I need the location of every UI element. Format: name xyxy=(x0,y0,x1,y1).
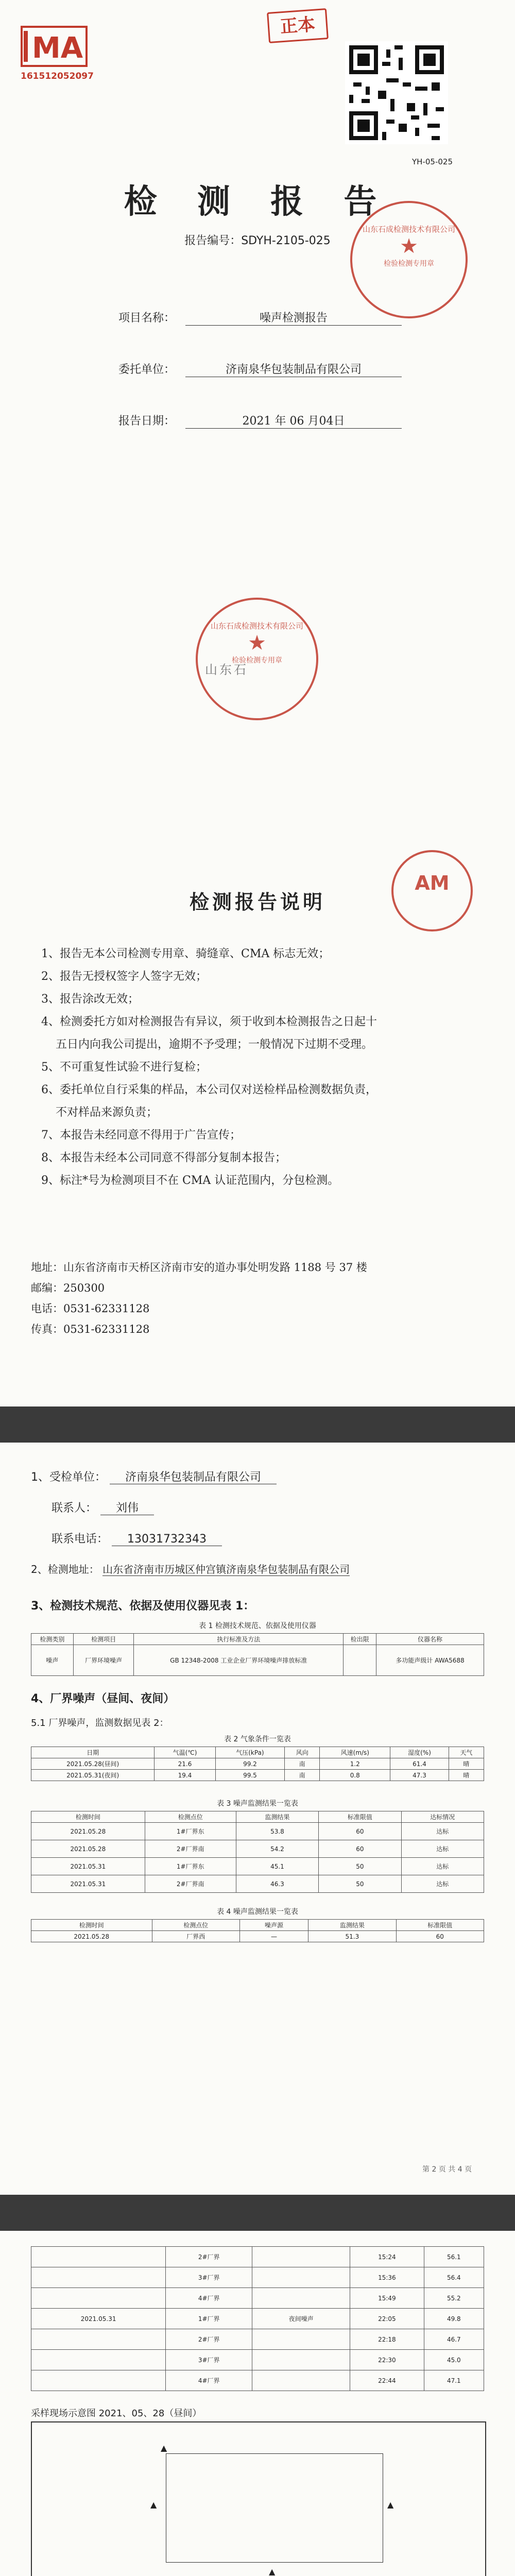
contact-fax: 传真：0531-62331128 xyxy=(31,1323,150,1335)
table-header: 检测时间 xyxy=(31,1811,145,1823)
table-cell: 46.3 xyxy=(236,1875,318,1893)
section4-title: 4、厂界噪声（昼间、夜间） xyxy=(31,1692,175,1705)
table4 xyxy=(31,1919,484,1942)
table-cell: 达标 xyxy=(401,1858,484,1875)
table-header: 执行标准及方法 xyxy=(134,1634,344,1645)
table1 xyxy=(31,1633,484,1676)
section5-title: 5.1 厂界噪声，监测数据见表 2： xyxy=(31,1718,169,1728)
table-cell xyxy=(344,1645,376,1676)
field-label: 委托单位： xyxy=(118,363,176,376)
table-header: 标准限值 xyxy=(396,1920,484,1931)
table-cell: 60 xyxy=(396,1931,484,1942)
table-header: 湿度(%) xyxy=(390,1747,449,1758)
table-cell: 晴 xyxy=(449,1770,484,1781)
table-cell xyxy=(31,2267,166,2288)
table-cell: — xyxy=(239,1931,308,1942)
table-cell xyxy=(31,2329,166,2350)
table-cell: 22:18 xyxy=(350,2329,424,2350)
table-cell: 46.7 xyxy=(424,2329,484,2350)
unit-label: 1、受检单位： xyxy=(31,1471,106,1484)
table-cell: 22:44 xyxy=(350,2370,424,2391)
table-cell xyxy=(31,2370,166,2391)
instruction-item: 8、本报告未经本公司同意不得部分复制本报告； xyxy=(41,1151,286,1164)
table-cell xyxy=(31,2288,166,2309)
table-header: 气压(kPa) xyxy=(215,1747,285,1758)
unit-row xyxy=(31,1468,277,1484)
address-row xyxy=(31,1561,350,1576)
table-cell: 晴 xyxy=(449,1758,484,1770)
table-cell: 南 xyxy=(285,1758,320,1770)
site-sketch-day xyxy=(31,2421,486,2576)
table-cell xyxy=(31,2247,166,2267)
table-cell: 2021.05.31 xyxy=(31,1875,145,1893)
method-title: 3、检测技术规范、依据及使用仪器见表 1： xyxy=(31,1600,255,1613)
contact-address: 地址：山东省济南市天桥区济南市安的道办事处明发路 1188 号 37 楼 xyxy=(31,1261,367,1274)
table-cell xyxy=(252,2350,350,2370)
instructions-list xyxy=(41,943,479,1192)
field-client xyxy=(118,361,407,379)
table-cell: 厂界西 xyxy=(152,1931,239,1942)
table-cell: 2#厂界 xyxy=(166,2329,252,2350)
table-cell: 2021.05.31 xyxy=(31,1858,145,1875)
table-row xyxy=(31,2329,484,2350)
table-cell: 22:05 xyxy=(350,2309,424,2329)
measure-point-icon: ▲ xyxy=(269,2567,276,2576)
instruction-item: 4、检测委托方如对检测报告有异议，须于收到本检测报告之日起十 xyxy=(41,1015,377,1028)
contact-info xyxy=(31,1257,484,1340)
table-row xyxy=(31,1770,484,1781)
table-row xyxy=(31,1840,484,1858)
table-header: 日期 xyxy=(31,1747,154,1758)
field-value: 噪声检测报告 xyxy=(185,309,402,326)
table-header: 检测点位 xyxy=(145,1811,236,1823)
unit-value: 济南泉华包装制品有限公司 xyxy=(110,1471,277,1484)
table-row xyxy=(31,1823,484,1840)
measure-point-icon: ▲ xyxy=(387,2500,394,2510)
table-row xyxy=(31,1645,484,1676)
address-label: 2、检测地址： xyxy=(31,1563,99,1575)
table-cell: 15:36 xyxy=(350,2267,424,2288)
table-cell: 45.0 xyxy=(424,2350,484,2370)
instruction-item: 3、报告涂改无效； xyxy=(41,993,139,1006)
address-value: 山东省济南市历城区仲宫镇济南泉华包装制品有限公司 xyxy=(102,1563,350,1575)
table-cell: 47.1 xyxy=(424,2370,484,2391)
table-cell: 21.6 xyxy=(154,1758,215,1770)
seal-subtext: 检验检测专用章 xyxy=(232,656,282,665)
table-row xyxy=(31,2288,484,2309)
table-header: 仪器名称 xyxy=(376,1634,484,1645)
inspection-seal xyxy=(350,201,468,318)
star-icon: ★ xyxy=(400,234,418,258)
svg-text:MA: MA xyxy=(32,31,83,65)
page-separator xyxy=(0,1406,515,1443)
table-cell xyxy=(252,2247,350,2267)
table-cell: 1#厂界 xyxy=(166,2309,252,2329)
table-cell: 56.4 xyxy=(424,2267,484,2288)
table-header: 天气 xyxy=(449,1747,484,1758)
table-row xyxy=(31,2267,484,2288)
table-cell: 1#厂界东 xyxy=(145,1858,236,1875)
field-date xyxy=(118,412,407,431)
table-cell: 2#厂界 xyxy=(166,2247,252,2267)
table-cell: 达标 xyxy=(401,1875,484,1893)
report-number: 报告编号：SDYH-2105-025 xyxy=(184,234,331,247)
page-number: 第 2 页 共 4 页 xyxy=(422,2165,472,2174)
table-cell: 15:24 xyxy=(350,2247,424,2267)
table-row xyxy=(31,1875,484,1893)
table-cell: 达标 xyxy=(401,1823,484,1840)
field-value: 济南泉华包装制品有限公司 xyxy=(185,361,402,377)
table-header: 气温(℃) xyxy=(154,1747,215,1758)
table-cell: 61.4 xyxy=(390,1758,449,1770)
instruction-item: 五日内向我公司提出，逾期不予受理；一般情况下过期不受理。 xyxy=(56,1038,373,1051)
page-separator xyxy=(0,2195,515,2231)
table-cell: 60 xyxy=(319,1840,401,1858)
table-row xyxy=(31,2309,484,2329)
table-cell: 4#厂界 xyxy=(166,2370,252,2391)
cover-page xyxy=(0,0,515,845)
table-header: 检测项目 xyxy=(73,1634,134,1645)
table-cell: 19.4 xyxy=(154,1770,215,1781)
table-cell: 3#厂界 xyxy=(166,2267,252,2288)
table-cell: 54.2 xyxy=(236,1840,318,1858)
cma-logo-icon xyxy=(21,26,88,67)
instruction-item: 9、标注*号为检测项目不在 CMA 认证范围内，分包检测。 xyxy=(41,1174,339,1187)
table-cell: 15:49 xyxy=(350,2288,424,2309)
table-cell: 南 xyxy=(285,1770,320,1781)
table-row xyxy=(31,2350,484,2370)
instructions-title: 检测报告说明 xyxy=(189,890,325,913)
table-cell: 0.8 xyxy=(320,1770,390,1781)
table-cell: 1.2 xyxy=(320,1758,390,1770)
table-cell: 多功能声级计 AWA5688 xyxy=(376,1645,484,1676)
report-title: 检 测 报 告 xyxy=(124,182,391,221)
phone-value: 13031732343 xyxy=(112,1533,222,1546)
measure-point-icon: ▲ xyxy=(150,2500,157,2510)
table-header: 标准限值 xyxy=(319,1811,401,1823)
table-header: 检测类别 xyxy=(31,1634,74,1645)
table-cell: 2021.05.28 xyxy=(31,1840,145,1858)
contact-row xyxy=(52,1499,154,1515)
data-page-2 xyxy=(0,1443,515,2195)
table-cell: 2021.05.28 xyxy=(31,1823,145,1840)
table-row xyxy=(31,1858,484,1875)
table-cell: 60 xyxy=(319,1823,401,1840)
table-row xyxy=(31,1758,484,1770)
table-cell: 达标 xyxy=(401,1840,484,1858)
table-cell xyxy=(252,2288,350,2309)
table-cell: 45.1 xyxy=(236,1858,318,1875)
instruction-item: 5、不可重复性试验不进行复检； xyxy=(41,1061,207,1074)
plant-outline xyxy=(166,2453,383,2563)
table-cell: 2021.05.28 xyxy=(31,1931,152,1942)
instruction-item: 2、报告无授权签字人签字无效； xyxy=(41,970,207,983)
table3-caption: 表 3 噪声监测结果一览表 xyxy=(217,1800,298,1808)
data-page-3 xyxy=(0,2231,515,2576)
table-cell: 厂界环境噪声 xyxy=(73,1645,134,1676)
table-cell: 夜间噪声 xyxy=(252,2309,350,2329)
table-cell: 3#厂界 xyxy=(166,2350,252,2370)
table-cell: 4#厂界 xyxy=(166,2288,252,2309)
field-label: 项目名称： xyxy=(118,312,176,325)
qr-code-icon xyxy=(345,41,448,144)
table-header: 检测时间 xyxy=(31,1920,152,1931)
contact-postcode: 邮编：250300 xyxy=(31,1282,105,1294)
table-header: 检测点位 xyxy=(152,1920,239,1931)
table-cell: 2#厂界南 xyxy=(145,1840,236,1858)
table-header: 监测结果 xyxy=(236,1811,318,1823)
table-header: 检出限 xyxy=(344,1634,376,1645)
table-cell xyxy=(252,2329,350,2350)
table-header: 监测结果 xyxy=(308,1920,396,1931)
table-cell: 22:30 xyxy=(350,2350,424,2370)
star-icon: ★ xyxy=(248,631,266,655)
seal-subtext: 检验检测专用章 xyxy=(384,260,434,268)
table-cell: 2021.05.31(夜间) xyxy=(31,1770,154,1781)
table-cell: 2021.05.31 xyxy=(31,2309,166,2329)
table-cell: 53.8 xyxy=(236,1823,318,1840)
sketch1-title: 采样现场示意图 2021、05、28（昼间） xyxy=(31,2408,202,2419)
table-header: 达标情况 xyxy=(401,1811,484,1823)
table-cell: 噪声 xyxy=(31,1645,74,1676)
table-cell xyxy=(31,2350,166,2370)
table4-caption: 表 4 噪声监测结果一览表 xyxy=(217,1908,298,1916)
contact-label: 联系人： xyxy=(52,1502,97,1515)
table-cell xyxy=(252,2267,350,2288)
instruction-item: 1、报告无本公司检测专用章、骑缝章、CMA 标志无效； xyxy=(41,947,330,960)
table-cell: GB 12348-2008 工业企业厂界环境噪声排放标准 xyxy=(134,1645,344,1676)
table2 xyxy=(31,1747,484,1781)
table-row xyxy=(31,2370,484,2391)
instruction-item: 不对样品来源负责； xyxy=(56,1106,158,1119)
table-header: 风向 xyxy=(285,1747,320,1758)
org-seal xyxy=(196,598,318,720)
table-cell: 99.5 xyxy=(215,1770,285,1781)
measure-point-icon: ▲ xyxy=(161,2443,167,2453)
table-header: 噪声源 xyxy=(239,1920,308,1931)
contact-value: 刘伟 xyxy=(100,1502,154,1515)
table-cell: 50 xyxy=(319,1858,401,1875)
field-value: 2021 年 06 月04日 xyxy=(185,412,402,429)
instruction-item: 6、委托单位自行采集的样品，本公司仅对送检样品检测数据负责， xyxy=(41,1083,377,1096)
table-header: 风速(m/s) xyxy=(320,1747,390,1758)
table-cell: 1#厂界东 xyxy=(145,1823,236,1840)
field-project xyxy=(118,309,407,328)
table-cell: 51.3 xyxy=(308,1931,396,1942)
seal-text: 山东石成检测技术有限公司 xyxy=(210,621,303,631)
table-cell: 50 xyxy=(319,1875,401,1893)
org-footer: 山东石 xyxy=(205,663,248,677)
seal-text: 山东石成检测技术有限公司 xyxy=(363,225,456,234)
phone-label: 联系电话： xyxy=(52,1533,109,1546)
field-label: 报告日期： xyxy=(118,415,176,428)
table-row xyxy=(31,2247,484,2267)
report-code: YH-05-025 xyxy=(412,157,453,166)
cma-number: 161512052097 xyxy=(21,71,94,81)
table3 xyxy=(31,1811,484,1893)
table-cell: 47.3 xyxy=(390,1770,449,1781)
table-cell: 56.1 xyxy=(424,2247,484,2267)
table-cell: 49.8 xyxy=(424,2309,484,2329)
instructions-page xyxy=(0,845,515,1406)
table-cell xyxy=(252,2370,350,2391)
table-cell: 55.2 xyxy=(424,2288,484,2309)
instruction-item: 7、本报告未经同意不得用于广告宣传； xyxy=(41,1129,241,1142)
contact-phone: 电话：0531-62331128 xyxy=(31,1302,150,1315)
table-cell: 2021.05.28(昼间) xyxy=(31,1758,154,1770)
table2-caption: 表 2 气象条件一览表 xyxy=(224,1735,291,1743)
table-cell: 99.2 xyxy=(215,1758,285,1770)
table-continued xyxy=(31,2246,484,2391)
table-cell: 2#厂界南 xyxy=(145,1875,236,1893)
table-row xyxy=(31,1931,484,1942)
original-stamp: 正本 xyxy=(267,8,329,43)
am-seal xyxy=(391,850,473,931)
am-seal-icon: AM xyxy=(415,872,450,894)
phone-row xyxy=(52,1530,222,1546)
table1-caption: 表 1 检测技术规范、依据及使用仪器 xyxy=(199,1622,316,1630)
